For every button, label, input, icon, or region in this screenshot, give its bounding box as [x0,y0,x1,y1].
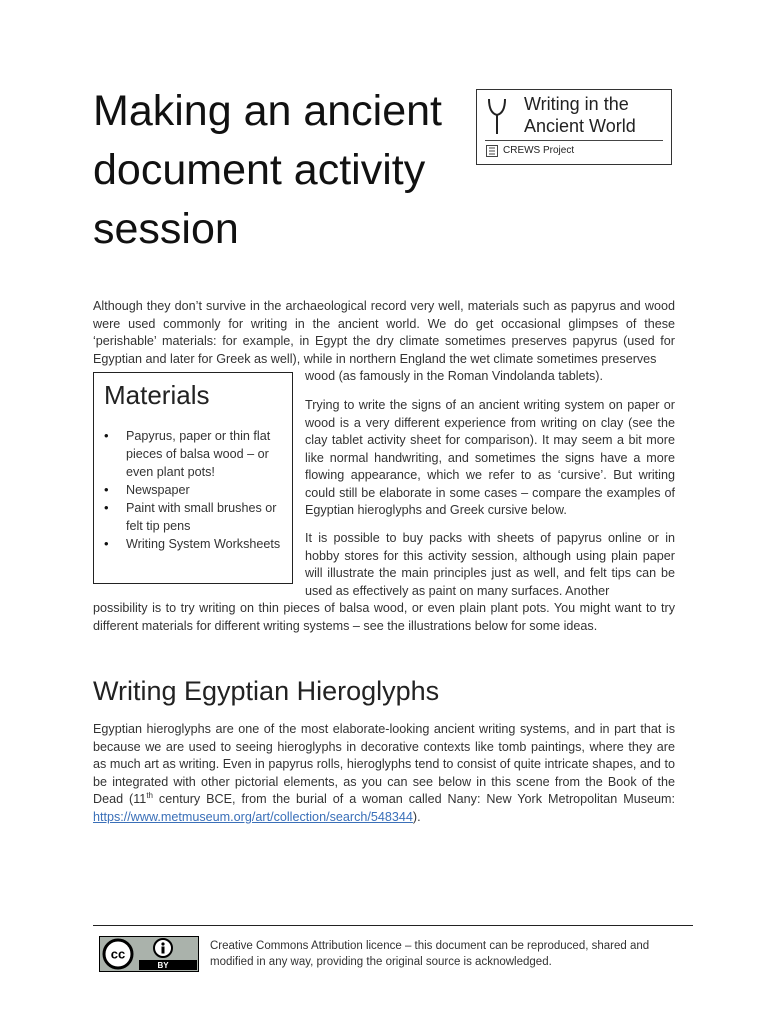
cc-by-license-icon [99,936,199,972]
hieroglyphs-text-end: ). [412,809,421,824]
logo-title [524,93,636,137]
logo-divider [485,140,663,141]
materials-box [93,372,293,584]
writing-experience-paragraph: Trying to write the signs of an ancient writing system on paper or wood is a very different experience from writing on clay (see the clay tablet activity sheet for comparison). It may seem a bit more like normal handwriting, and sometimes the signs have a more flowing appearance, which we refer to as ‘cursive’. But writing could still be elaborate in some cases – compare the examples of Egyptian hieroglyphs and Greek cursive below. [305,398,675,517]
page-title: Making an ancient document activity session [93,87,442,253]
met-museum-link[interactable]: https://www.metmuseum.org/art/collection/search/548344 [93,809,413,824]
intro-paragraph: Although they don’t survive in the archaeological record very well, materials such as papyrus and wood were used commonly for writing in the ancient world. We do get occasional glimpses of these ‘perishable’ materials: for example, in Egypt the dry climate sometimes preserves papyrus (used for Egyptian and later for Greek as well), while in northern England the wet climate sometimes preserves [93,299,675,366]
materials-item: • Paint with small brushes or felt tip pens [104,499,289,535]
materials-item: • Papyrus, paper or thin flat pieces of balsa wood – or even plant pots! [104,427,289,481]
logo-title-line-2: Ancient World [524,116,636,136]
by-badge-label: BY [157,961,169,970]
footer-divider [93,925,693,926]
materials-list [104,427,289,553]
materials-item: • Writing System Worksheets [104,535,289,553]
section-heading: Writing Egyptian Hieroglyphs [93,676,440,706]
logo-title-line-1: Writing in the [524,94,629,114]
ordinal-suffix: th [146,790,153,800]
materials-title: Materials [104,380,210,410]
logo-subtitle: CREWS Project [503,145,575,156]
materials-purchase-paragraph: It is possible to buy packs with sheets of papyrus online or in hobby stores for this activity session, although using plain paper will illustrate the main principles just as well, and felt tips can be used as effectively as paint on many surfaces. Another [305,531,675,598]
hieroglyphs-text-cont: century BCE, from the burial of a woman called Nany: New York Metropolitan Museum: [152,792,675,806]
hieroglyphs-paragraph [93,721,675,826]
materials-purchase-paragraph-end: possibility is to try writing on thin pieces of balsa wood, or even plain plant pots. You might want to try different materials for different writing systems – see the illustrations below for some ideas. [93,601,675,633]
project-mark-icon [486,145,498,157]
materials-item: • Newspaper [104,481,289,499]
license-text: Creative Commons Attribution licence – this document can be reproduced, shared and modified in any way, providing the original source is acknowledged. [210,940,650,968]
cc-badge-label: cc [110,946,126,962]
intro-paragraph-end: wood (as famously in the Roman Vindolanda tablets). [305,369,603,383]
writing-symbol-icon [486,96,508,136]
hieroglyphs-text: Egyptian hieroglyphs are one of the most elaborate-looking ancient writing systems, and in part that is because we are used to seeing hieroglyphs in decorative contexts like tomb paintings, where they are as much art as writing. Even in papyrus rolls, hieroglyphs tend to consist of quite intricate shapes, and to be integrated with other pictorial elements, as you can see below in this scene from the Book of the Dead (11 [93,722,675,806]
crews-logo [476,89,672,165]
